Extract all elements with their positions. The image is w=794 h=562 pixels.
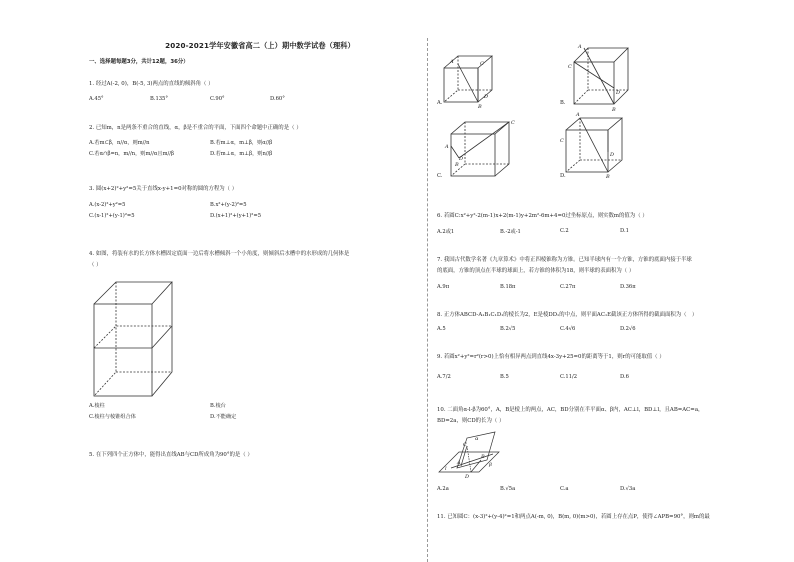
q6-option-a[interactable]: A.2或1 <box>437 229 455 235</box>
cube-a-label-b: B <box>478 104 482 110</box>
q5-cube-d <box>560 112 640 180</box>
label-alpha: α <box>475 436 479 442</box>
cube-d-label-d: D <box>610 152 615 158</box>
q4-option-c[interactable]: C.棱柱与棱锥组合体 <box>89 414 136 420</box>
q3-option-d[interactable]: D.(x+1)²+(y+1)²=5 <box>210 213 262 219</box>
cube-a-label-c: C <box>480 61 484 67</box>
q11-stem: 11. 已知圆C：(x-3)²+(y-4)²=1和两点A(-m, 0)，B(m, 0)(m>0)，若圆上存在点P，使得∠APB=90°，则m的最 <box>437 514 710 520</box>
page-title: 2020-2021学年安徽省高二（上）期中数学试卷（理科） <box>165 41 355 50</box>
q2-option-c[interactable]: C.若α∩β=n，m//n，则m//α且m//β <box>89 151 174 157</box>
label-d: D <box>465 474 470 480</box>
label-b: B <box>481 454 485 460</box>
q4-option-a[interactable]: A.棱柱 <box>89 403 105 409</box>
tank-right-face <box>152 282 172 396</box>
q7-stem: 7. 我国古代数学名著《九章算术》中将正四棱锥称为方锥。已知半球内有一个方锥，方锥的底面内接于半球 <box>437 257 692 263</box>
q4-option-d[interactable]: D.不能确定 <box>210 414 237 420</box>
column-divider <box>427 38 428 562</box>
q9-stem: 9. 若圆x²+y²=r²(r>0)上恰有相异两点到直线4x-3y+25=0的距离等于1，则r的可能取值（ ） <box>437 354 665 360</box>
q1-option-c[interactable]: C.90° <box>210 96 225 102</box>
cube-d-line-ab <box>580 118 608 172</box>
cube-c-label-c: C <box>511 120 515 126</box>
q7-option-a[interactable]: A.9π <box>437 284 450 290</box>
section-heading: 一、选择题每题3分，共计12题，36分） <box>89 59 189 65</box>
cube-d-label-c: C <box>560 138 564 144</box>
cube-b-label-a: A <box>578 44 582 50</box>
q9-option-d[interactable]: D.6 <box>620 374 629 380</box>
q10-stem: 10. 二面角α-l-β为60°，A，B是棱上的两点，AC，BD分别在半平面α、β内，AC⊥l，BD⊥l，且AB=AC=a， <box>437 407 704 413</box>
q3-option-b[interactable]: B.x²+(y-2)²=5 <box>210 202 247 208</box>
cube-a-label-a: A <box>450 59 454 65</box>
cube-c-label-b: B <box>455 162 459 168</box>
q7-option-b[interactable]: B.18π <box>500 284 516 290</box>
q7-option-c[interactable]: C.27π <box>560 284 576 290</box>
q4-option-b[interactable]: B.棱台 <box>210 403 226 409</box>
q10-option-d[interactable]: D.√3a <box>620 486 636 492</box>
label-beta: β <box>489 462 492 468</box>
q5-option-d[interactable]: D. <box>560 173 566 179</box>
cube-a-label-d: D <box>484 94 489 100</box>
q5-cube-a <box>440 50 500 110</box>
q6-option-b[interactable]: B.-2或-1 <box>500 229 521 235</box>
q7-option-d[interactable]: D.36π <box>620 284 636 290</box>
q4-stem-cont: （ ） <box>89 262 102 268</box>
q9-option-c[interactable]: C.11/2 <box>560 374 578 380</box>
q2-option-a[interactable]: A.若m⊂β，n//α，则m//n <box>89 140 150 146</box>
q9-option-b[interactable]: B.5 <box>500 374 509 380</box>
cube-b-label-b: B <box>612 107 616 113</box>
q8-option-d[interactable]: D.2√6 <box>620 326 636 332</box>
q4-stem: 4. 如图，将装有水的长方体水槽固定底面一边后将水槽倾斜一个小角度，则倾斜后水槽中的水形成的几何体是 <box>89 251 350 257</box>
q8-stem: 8. 正方体ABCD-A₁B₁C₁D₁的棱长为2，E是棱DD₁的中点，则平面AC₁E截该正方体所得的截面面积为（ ） <box>437 312 698 318</box>
q1-option-a[interactable]: A.45° <box>89 96 104 102</box>
q8-option-a[interactable]: A.5 <box>437 326 446 332</box>
q7-stem-cont: 的底面，方锥的顶点在半球的球面上，若方锥的体积为18，则半球的表面积为（ ） <box>437 268 635 274</box>
q6-option-d[interactable]: D.1 <box>620 228 629 234</box>
tank-front-face <box>94 304 152 396</box>
q10-option-c[interactable]: C.a <box>560 486 569 492</box>
cube-c-label-d: D <box>459 156 464 162</box>
q5-option-a[interactable]: A. <box>437 100 443 106</box>
q2-option-b[interactable]: B.若m⊥α，m⊥β，则α//β <box>210 140 273 146</box>
q10-dihedral-figure <box>437 430 507 480</box>
q10-stem-cont: BD=2a，则CD的长为（ ） <box>437 418 505 424</box>
q5-cube-c <box>445 118 525 180</box>
cube-c-label-a: A <box>445 144 449 150</box>
q5-cube-b <box>560 42 640 112</box>
q1-option-b[interactable]: B.135° <box>150 96 168 102</box>
q2-stem: 2. 已知m，n是两条不重合的直线，α，β是不重合的平面，下面四个命题中正确的是（ ） <box>89 125 302 131</box>
q2-option-d[interactable]: D.若m⊥α，m⊥β，则n//β <box>210 151 273 157</box>
segment-cd <box>467 446 471 472</box>
segment-bd <box>471 460 481 472</box>
cube-b-label-c: C <box>568 64 572 70</box>
q1-stem: 1. 经过A(-2, 0)，B(-5, 3)两点的直线的倾斜角（ ） <box>89 81 214 87</box>
cube-d-label-a: A <box>576 112 580 118</box>
q3-option-a[interactable]: A.(x-2)²+y²=5 <box>89 202 126 208</box>
q5-option-c[interactable]: C. <box>437 173 443 179</box>
q4-tank-figure <box>92 280 182 400</box>
q8-option-b[interactable]: B.2√5 <box>500 326 516 332</box>
label-c: C <box>463 442 467 448</box>
q10-option-b[interactable]: B.√5a <box>500 486 516 492</box>
q5-option-b[interactable]: B. <box>560 100 566 106</box>
q3-option-c[interactable]: C.(x-1)²+(y-1)²=5 <box>89 213 135 219</box>
label-l: l <box>445 466 447 472</box>
cube-b-label-d: D <box>616 90 621 96</box>
q6-option-c[interactable]: C.2 <box>560 228 569 234</box>
cube-c-line-ab <box>451 146 459 158</box>
q1-option-d[interactable]: D.60° <box>270 96 285 102</box>
cube-b-line-ab <box>584 48 614 104</box>
q8-option-c[interactable]: C.4√6 <box>560 326 576 332</box>
q9-option-a[interactable]: A.7/2 <box>437 374 451 380</box>
tank-top-face <box>94 282 172 304</box>
q6-stem: 6. 若圆C:x²+y²-2(m-1)x+2(m-1)y+2m²-6m+4=0过坐标原点，则实数m的值为（ ） <box>437 213 648 219</box>
q3-stem: 3. 圆(x+2)²+y²=5关于直线x-y+1=0对称的圆的方程为（ ） <box>89 186 238 192</box>
q5-stem: 5. 在下列四个正方体中，能得出直线AB与CD所成角为90°的是（ ） <box>89 452 253 458</box>
q10-option-a[interactable]: A.2a <box>437 486 449 492</box>
cube-d-label-b: B <box>606 174 610 180</box>
label-a: A <box>457 460 461 466</box>
cube-a-line-ab <box>458 64 478 102</box>
